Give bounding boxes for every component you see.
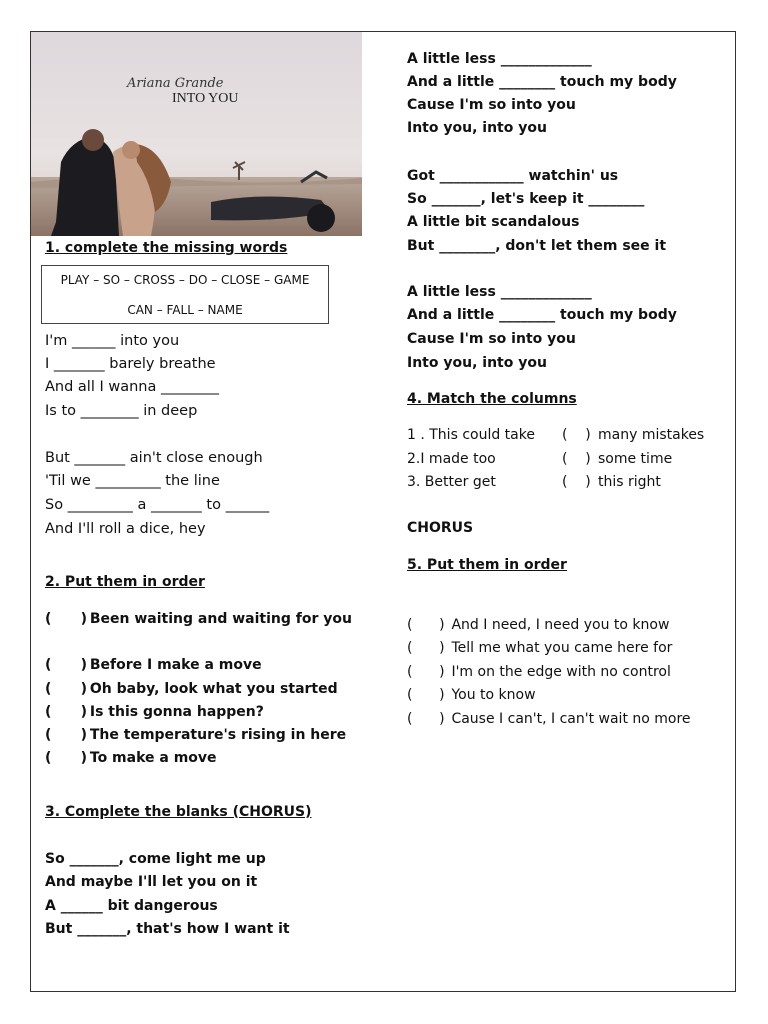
- chorus-line: And maybe I'll let you on it: [45, 874, 258, 890]
- match-right-item: this right: [598, 474, 661, 490]
- lyric-line: And a little ________ touch my body: [407, 307, 677, 323]
- lyric-line: But ________, don't let them see it: [407, 238, 667, 254]
- lyric-line: I'm ______ into you: [45, 333, 180, 349]
- lyric-line: A little bit scandalous: [407, 214, 580, 230]
- word-bank: [41, 265, 329, 324]
- order-bracket: ( ): [407, 664, 445, 680]
- order-item: ( ) Been waiting and waiting for you: [45, 611, 352, 627]
- chorus-line: So _______, come light me up: [45, 851, 266, 867]
- order-bracket: ( ): [45, 657, 88, 673]
- lyric-line: A little less _____________: [407, 284, 592, 300]
- section1-title: 1. complete the missing words: [45, 240, 288, 256]
- lyric-line: Into you, into you: [407, 120, 547, 136]
- lyric-line: So _______, let's keep it ________: [407, 191, 645, 207]
- lyric-line: Into you, into you: [407, 355, 547, 371]
- match-right-item: many mistakes: [598, 427, 705, 443]
- album-cover-image: [31, 32, 362, 236]
- section2-title: 2. Put them in order: [45, 574, 205, 590]
- order-bracket: ( ): [407, 617, 445, 633]
- lyric-line: A little less _____________: [407, 51, 592, 67]
- lyric-line: And all I wanna ________: [45, 379, 219, 395]
- chorus-line: A ______ bit dangerous: [45, 898, 218, 914]
- order-bracket: ( ): [45, 750, 88, 766]
- lyric-line: Is to ________ in deep: [45, 403, 198, 419]
- section3-title: 3. Complete the blanks (CHORUS): [45, 804, 312, 820]
- section5-title: 5. Put them in order: [407, 557, 567, 573]
- lyric-line: I _______ barely breathe: [45, 356, 216, 372]
- order-bracket: ( ): [45, 611, 88, 627]
- order-item: ( ) Cause I can't, I can't wait no more: [407, 711, 691, 727]
- order-item: ( ) Tell me what you came here for: [407, 640, 673, 656]
- order-item: ( ) To make a move: [45, 750, 217, 766]
- match-bracket: ( ): [562, 451, 591, 467]
- cover-song: INTO YOU: [172, 91, 239, 106]
- lyric-line: So _________ a _______ to ______: [45, 497, 270, 513]
- lyric-line: And I'll roll a dice, hey: [45, 521, 206, 537]
- order-bracket: ( ): [407, 711, 445, 727]
- match-bracket: ( ): [562, 427, 591, 443]
- order-item: ( ) And I need, I need you to know: [407, 617, 670, 633]
- match-bracket: ( ): [562, 474, 591, 490]
- order-item: ( ) Before I make a move: [45, 657, 262, 673]
- order-bracket: ( ): [407, 640, 445, 656]
- word-bank-line-2: CAN – FALL – NAME: [127, 303, 243, 317]
- order-item: ( ) The temperature's rising in here: [45, 727, 347, 743]
- chorus-label: CHORUS: [407, 520, 474, 536]
- order-item: ( ) Oh baby, look what you started: [45, 681, 338, 697]
- section4-title: 4. Match the columns: [407, 391, 577, 407]
- order-bracket: ( ): [45, 704, 88, 720]
- lyric-line: Cause I'm so into you: [407, 331, 576, 347]
- match-left-item: 3. Better get: [407, 474, 496, 490]
- cover-artist: Ariana Grande: [127, 76, 224, 91]
- order-bracket: ( ): [45, 727, 88, 743]
- match-right-item: some time: [598, 451, 673, 467]
- order-bracket: ( ): [45, 681, 88, 697]
- lyric-line: Cause I'm so into you: [407, 97, 576, 113]
- lyric-line: And a little ________ touch my body: [407, 74, 677, 90]
- order-item: ( ) Is this gonna happen?: [45, 704, 264, 720]
- order-bracket: ( ): [407, 687, 445, 703]
- order-item: ( ) You to know: [407, 687, 536, 703]
- lyric-line: But _______ ain't close enough: [45, 450, 263, 466]
- order-item: ( ) I'm on the edge with no control: [407, 664, 671, 680]
- match-left-item: 2.I made too: [407, 451, 496, 467]
- match-left-item: 1 . This could take: [407, 427, 535, 443]
- chorus-line: But _______, that's how I want it: [45, 921, 290, 937]
- lyric-line: Got ____________ watchin' us: [407, 168, 619, 184]
- lyric-line: 'Til we _________ the line: [45, 473, 220, 489]
- word-bank-line-1: PLAY – SO – CROSS – DO – CLOSE – GAME: [60, 273, 310, 287]
